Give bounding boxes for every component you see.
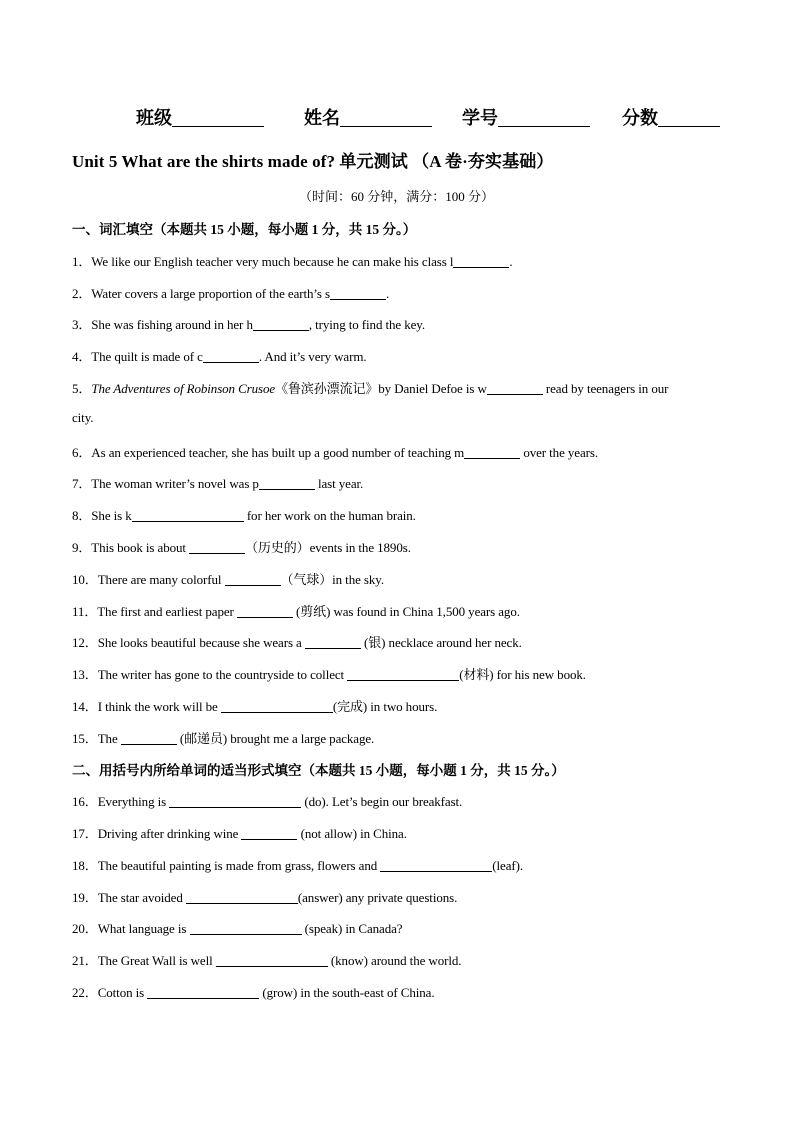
class-field	[136, 104, 264, 130]
answer-blank[interactable]	[241, 827, 297, 840]
question-7	[72, 473, 363, 492]
answer-blank[interactable]	[347, 668, 459, 681]
page-title: Unit 5 What are the shirts made of? 单元测试 （A 卷·夯实基础）	[72, 152, 554, 171]
question-text: (not allow) in China.	[297, 826, 407, 841]
question-20	[72, 918, 402, 937]
question-14	[72, 696, 437, 715]
question-text: for her work on the human brain.	[243, 508, 416, 523]
question-5	[72, 378, 668, 397]
question-4	[72, 346, 367, 365]
answer-blank[interactable]	[189, 541, 245, 554]
question-17	[72, 823, 407, 842]
score-label: 分数	[622, 108, 658, 128]
question-text: .	[509, 254, 513, 269]
question-text: 11．The first and earliest paper	[72, 604, 237, 619]
class-blank[interactable]	[172, 108, 264, 127]
student-id-blank[interactable]	[498, 108, 590, 127]
question-text: 20．What language is	[72, 921, 190, 936]
question-11	[72, 601, 520, 620]
question-21	[72, 950, 461, 969]
question-text: read by teenagers in our	[542, 381, 669, 396]
question-10	[72, 569, 384, 588]
answer-blank[interactable]	[237, 605, 293, 618]
answer-blank[interactable]	[464, 446, 520, 459]
question-text: , trying to find the key.	[308, 317, 426, 332]
question-text: (do). Let’s begin our breakfast.	[301, 794, 463, 809]
question-text: (speak) in Canada?	[301, 921, 403, 936]
question-text: 17．Driving after drinking wine	[72, 826, 242, 841]
score-blank[interactable]	[658, 108, 720, 127]
question-text: 6．As an experienced teacher, she has built up a good number of teaching m	[72, 445, 465, 460]
question-text: (银) necklace around her neck.	[360, 635, 522, 650]
book-title: The Adventures of Robinson Crusoe	[91, 381, 276, 396]
question-text: . And it’s very warm.	[258, 349, 367, 364]
answer-blank[interactable]	[259, 477, 315, 490]
question-text: 19．The star avoided	[72, 890, 186, 905]
answer-blank[interactable]	[330, 287, 386, 300]
question-text: (grow) in the south-east of China.	[259, 985, 435, 1000]
question-text: 1．We like our English teacher very much because he can make his class l	[72, 254, 454, 269]
question-text: (剪纸) was found in China 1,500 years ago.	[292, 604, 520, 619]
student-id-label: 学号	[462, 108, 498, 128]
question-text: 18．The beautiful painting is made from grass, flowers and	[72, 858, 381, 873]
question-text: (know) around the world.	[327, 953, 462, 968]
question-text: last year.	[314, 476, 364, 491]
answer-blank[interactable]	[169, 795, 301, 808]
question-text: (完成) in two hours.	[332, 699, 438, 714]
answer-blank[interactable]	[147, 986, 259, 999]
question-3	[72, 314, 425, 333]
answer-blank[interactable]	[380, 859, 492, 872]
question-text: 16．Everything is	[72, 794, 170, 809]
question-text: 8．She is k	[72, 508, 132, 523]
question-text: 15．The	[72, 731, 121, 746]
question-22	[72, 982, 434, 1001]
question-text: 7．The woman writer’s novel was p	[72, 476, 259, 491]
question-text: (邮递员) brought me a large package.	[176, 731, 375, 746]
answer-blank[interactable]	[253, 318, 309, 331]
score-field	[622, 104, 720, 130]
question-9	[72, 537, 411, 556]
question-19	[72, 887, 457, 906]
question-16	[72, 791, 462, 810]
name-blank[interactable]	[340, 108, 432, 127]
question-text: 10．There are many colorful	[72, 572, 225, 587]
answer-blank[interactable]	[453, 255, 509, 268]
section-2-heading: 二、用括号内所给单词的适当形式填空（本题共 15 小题，每小题 1 分，共 15 分。）	[72, 763, 565, 778]
question-text: 22．Cotton is	[72, 985, 148, 1000]
student-info-fields	[0, 104, 793, 128]
question-text: 5．	[72, 381, 92, 396]
name-field	[304, 104, 432, 130]
question-6	[72, 442, 598, 461]
answer-blank[interactable]	[305, 636, 361, 649]
question-text: .	[385, 286, 390, 301]
question-5-continued: city.	[72, 410, 94, 425]
question-text: 4．The quilt is made of c	[72, 349, 203, 364]
question-text: over the years.	[520, 445, 598, 460]
question-text: （历史的）events in the 1890s.	[245, 540, 411, 555]
answer-blank[interactable]	[190, 922, 302, 935]
student-id-field	[462, 104, 590, 130]
answer-blank[interactable]	[216, 954, 328, 967]
question-text: (answer) any private questions.	[297, 890, 458, 905]
answer-blank[interactable]	[221, 700, 333, 713]
question-text: 《鲁滨孙漂流记》by Daniel Defoe is w	[275, 381, 487, 396]
question-text: (leaf).	[492, 858, 523, 873]
question-text: 13．The writer has gone to the countryside to collect	[72, 667, 348, 682]
question-text: 3．She was fishing around in her h	[72, 317, 253, 332]
name-label: 姓名	[304, 108, 340, 128]
question-text: 14．I think the work will be	[72, 699, 221, 714]
time-and-score-note: （时间：60 分钟，满分：100 分）	[298, 189, 494, 204]
question-text: 2．Water covers a large proportion of the earth’s s	[72, 286, 330, 301]
question-13	[72, 664, 586, 683]
question-text: 21．The Great Wall is well	[72, 953, 216, 968]
question-text: 12．She looks beautiful because she wears a	[72, 635, 305, 650]
answer-blank[interactable]	[225, 573, 281, 586]
class-label: 班级	[136, 108, 172, 128]
answer-blank[interactable]	[203, 350, 259, 363]
answer-blank[interactable]	[186, 891, 298, 904]
answer-blank[interactable]	[132, 509, 244, 522]
question-text: 9．This book is about	[72, 540, 190, 555]
question-text: （气球）in the sky.	[280, 572, 384, 587]
question-8	[72, 505, 416, 524]
question-15	[72, 728, 374, 747]
question-18	[72, 855, 523, 874]
question-12	[72, 632, 522, 651]
answer-blank[interactable]	[487, 382, 543, 395]
question-2	[72, 283, 389, 302]
question-text: (材料) for his new book.	[459, 667, 586, 682]
answer-blank[interactable]	[121, 732, 177, 745]
section-1-heading: 一、词汇填空（本题共 15 小题，每小题 1 分，共 15 分。）	[72, 222, 417, 237]
question-1	[72, 251, 513, 270]
